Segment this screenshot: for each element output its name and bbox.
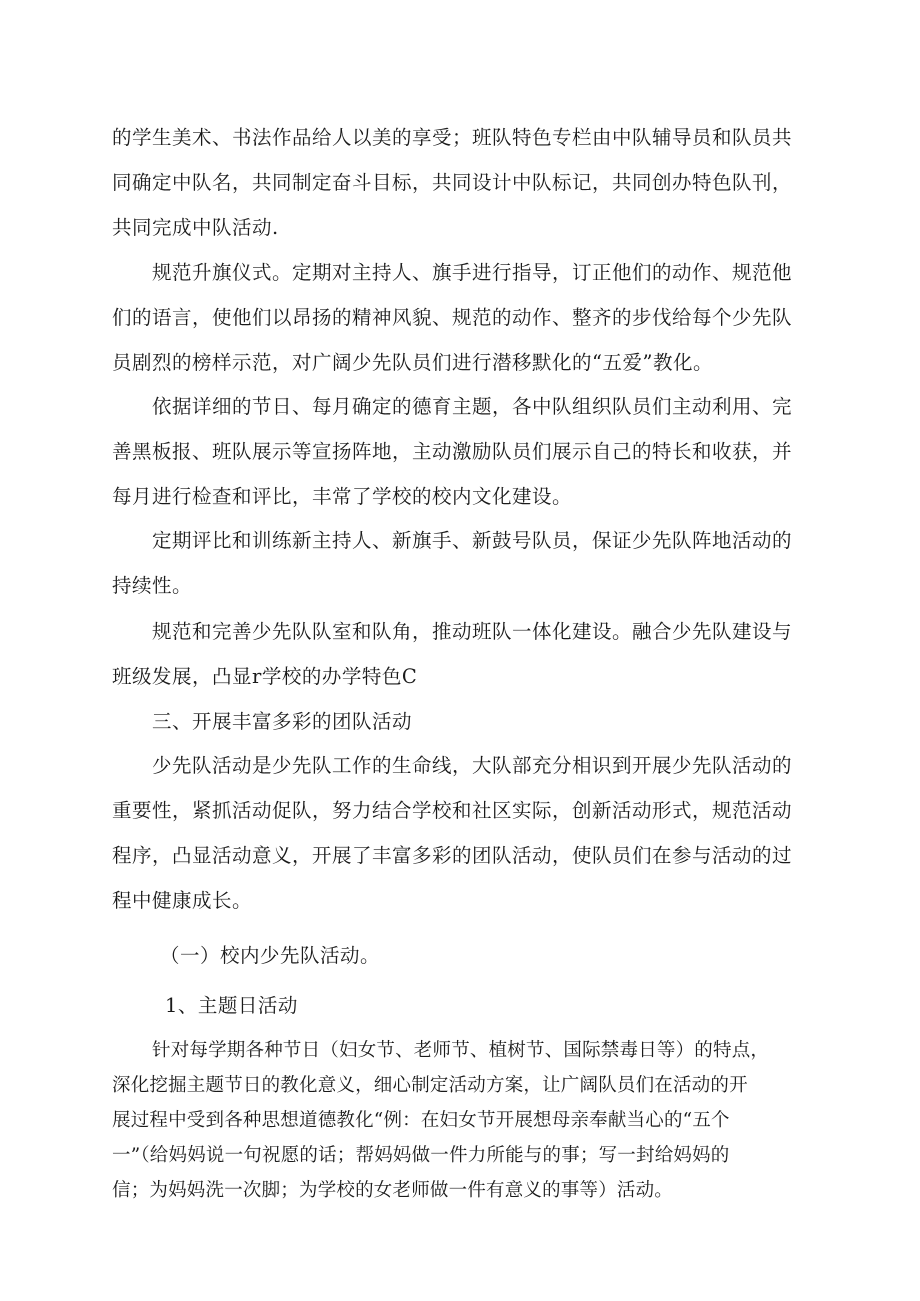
para5-line2: 班级发展，凸显r学校的办学特色C: [112, 665, 418, 688]
para1-line3: 共同完成中队活动.: [112, 216, 279, 239]
para3-line1: 依据详细的节日、每月确定的德育主题，各中队组织队员们主动利用、完: [152, 395, 793, 418]
subheading-1: （一）校内少先队活动。: [160, 944, 381, 967]
para1-line2: 同确定中队名，共同制定奋斗目标，共同设计中队标记，共同创办特色队刊，: [112, 171, 793, 194]
para5-line1: 规范和完善少先队队室和队角，推动班队一体化建设。融合少先队建设与: [152, 620, 793, 643]
item-1-title: 1、主题日活动: [165, 994, 298, 1017]
section-heading-3: 三、开展丰富多彩的团队活动: [152, 710, 413, 733]
para7-line1: 针对每学期各种节日（妇女节、老师节、植树节、国际禁毒日等）的特点，: [152, 1040, 770, 1061]
para1-line1: 的学生美术、书法作品给人以美的享受；班队特色专栏由中队辅导员和队员共: [112, 126, 793, 149]
para2-line2: 们的语言，使他们以昂扬的精神风貌、规范的动作、整齐的步伐给每个少先队: [112, 306, 793, 329]
para4-line1: 定期评比和训练新主持人、新旗手、新鼓号队员，保证少先队阵地活动的: [152, 529, 793, 552]
para6-line2: 重要性，紧抓活动促队，努力结合学校和社区实际，创新活动形式，规范活动: [112, 799, 793, 822]
para7-line3: 展过程中受到各种思想道德教化“例：在妇女节开展想母亲奉献当心的“五个: [112, 1110, 730, 1131]
para7-line5: 信；为妈妈洗一次脚；为学校的女老师做一件有意义的事等）活动。: [112, 1180, 674, 1201]
para7-line4: 一”（给妈妈说一句祝愿的话；帮妈妈做一件力所能与的事；写一封给妈妈的: [112, 1145, 730, 1166]
para6-line3: 程序，凸显活动意义，开展了丰富多彩的团队活动，使队员们在参与活动的过: [112, 844, 793, 867]
para2-line3: 员剧烈的榜样示范，对广阔少先队员们进行潜移默化的“五爱”教化。: [112, 351, 713, 374]
para2-line1: 规范升旗仪式。定期对主持人、旗手进行指导，订正他们的动作、规范他: [152, 261, 793, 284]
para7-line2: 深化挖掘主题节日的教化意义，细心制定活动方案，让广阔队员们在活动的开: [112, 1075, 748, 1096]
para3-line3: 每月进行检查和评比，丰常了学校的校内文化建设。: [112, 485, 573, 508]
para6-line1: 少先队活动是少先队工作的生命线，大队部充分相识到开展少先队活动的: [152, 754, 793, 777]
para4-line2: 持续性。: [112, 574, 193, 597]
para6-line4: 程中健康成长。: [112, 889, 253, 912]
para3-line2: 善黑板报、班队展示等宣扬阵地，主动激励队员们展示自己的特长和收获，并: [112, 440, 793, 463]
